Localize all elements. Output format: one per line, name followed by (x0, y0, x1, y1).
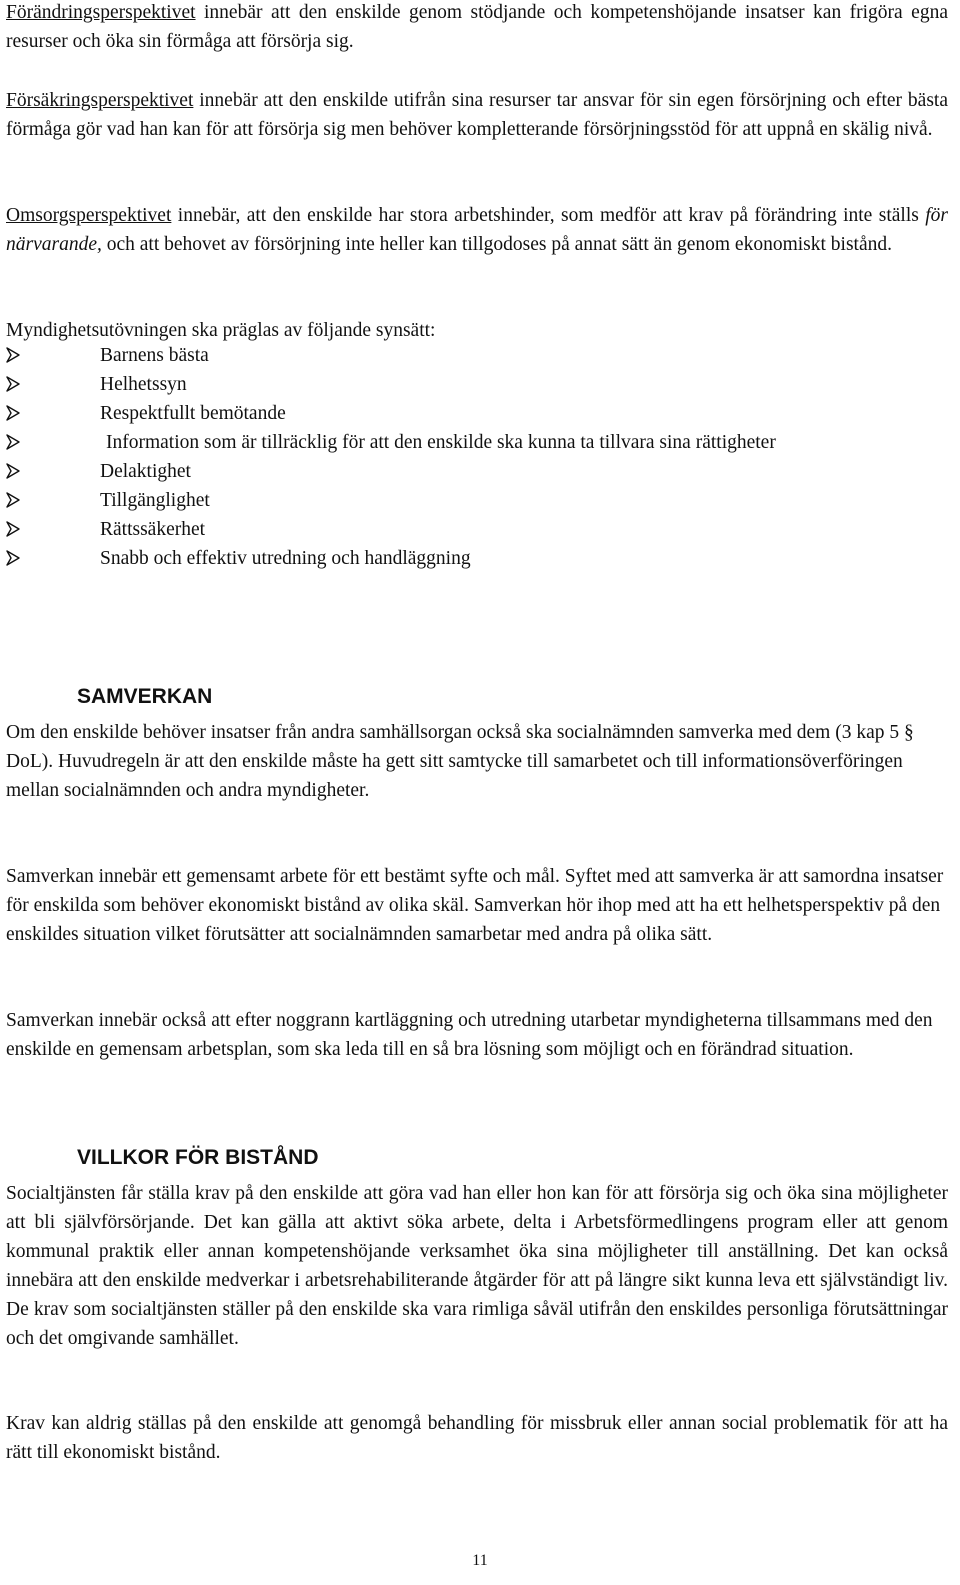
list-item-label: Helhetssyn (100, 374, 187, 395)
paragraph-text: innebär, att den enskilde har stora arbetshinder, som medför att krav på förändring inte ställs (171, 205, 926, 226)
principles-list (6, 341, 948, 573)
list-item (6, 486, 948, 515)
list-item (6, 341, 948, 370)
paragraph-forsakringsperspektivet (6, 86, 948, 144)
paragraph-text: och att behovet av försörjning inte heller kan tillgodoses på annat sätt än genom ekonomiskt bistånd. (101, 234, 892, 255)
paragraph-omsorgsperspektivet (6, 201, 948, 259)
list-item (6, 399, 948, 428)
section-heading-samverkan: SAMVERKAN (77, 685, 213, 708)
list-item-label: Snabb och effektiv utredning och handläggning (100, 548, 471, 569)
arrowhead-bullet-icon (6, 550, 20, 566)
term-forandringsperspektivet: Förändringsperspektivet (6, 2, 196, 23)
paragraph-samverkan-1: Om den enskilde behöver insatser från andra samhällsorgan också ska socialnämnden samverka med dem (3 kap 5 § DoL). Huvudregeln är att den enskilde måste ha gett sitt samtycke till samarbetet och till informationsöverföringen mellan socialnämnden och andra myndigheter. (6, 722, 914, 801)
principles-lead: Myndighetsutövningen ska präglas av följande synsätt: (6, 320, 436, 341)
arrowhead-bullet-icon (6, 492, 20, 508)
paragraph-text: innebär att den enskilde genom stödjande och kompetenshöjande insatser kan frigöra egna resurser och öka sin förmåga att försörja sig. (6, 2, 948, 52)
arrowhead-bullet-icon (6, 376, 20, 392)
term-omsorgsperspektivet: Omsorgsperspektivet (6, 205, 172, 226)
paragraph-text: innebär att den enskilde utifrån sina resurser tar ansvar för sin egen försörjning och efter bästa förmåga gör vad han kan för att försörja sig men behöver kompletterande försörjningsstöd för att uppnå en skälig nivå. (6, 90, 948, 140)
list-item (6, 515, 948, 544)
list-item-label: Rättssäkerhet (100, 519, 206, 540)
paragraph-villkor-1: Socialtjänsten får ställa krav på den enskilde att göra vad han eller hon kan för att försörja sig och öka sina möjligheter att bli självförsörjande. Det kan gälla att aktivt söka arbete, delta i Arbetsförmedlingens program eller att genom kommunal praktik eller annan kompetenshöjande verksamhet öka sina möjligheter till anställning. Det kan också innebära att den enskilde medverkar i arbetsrehabiliterande åtgärder för att på längre sikt kunna leva ett självständigt liv. De krav som socialtjänsten ställer på den enskilde ska vara rimliga såväl utifrån den enskildes personliga förutsättningar och det omgivande samhället. (6, 1183, 948, 1349)
list-item (6, 428, 948, 457)
italic-phrase: för närvarande, (6, 205, 948, 255)
list-item (6, 544, 948, 573)
arrowhead-bullet-icon (6, 521, 20, 537)
arrowhead-bullet-icon (6, 347, 20, 363)
list-item-label: Information som är tillräcklig för att den enskilde ska kunna ta tillvara sina rättigheter (106, 432, 776, 453)
arrowhead-bullet-icon (6, 463, 20, 479)
section-heading-villkor: VILLKOR FÖR BISTÅND (77, 1146, 319, 1169)
list-item (6, 370, 948, 399)
arrowhead-bullet-icon (6, 405, 20, 421)
arrowhead-bullet-icon (6, 434, 20, 450)
list-item (6, 457, 948, 486)
paragraph-samverkan-2: Samverkan innebär ett gemensamt arbete för ett bestämt syfte och mål. Syftet med att samverka är att samordna insatser för enskilda som behöver ekonomiskt bistånd av olika skäl. Samverkan hör ihop med att ha ett helhetsperspektiv på den enskildes situation vilket förutsätter att socialnämnden samarbetar med andra på olika sätt. (6, 866, 944, 945)
list-item-label: Delaktighet (100, 461, 191, 482)
list-item-label: Barnens bästa (100, 345, 209, 366)
list-item-label: Tillgänglighet (100, 490, 210, 511)
page-number: 11 (472, 1552, 488, 1569)
paragraph-samverkan-3: Samverkan innebär också att efter noggrann kartläggning och utredning utarbetar myndigheterna tillsammans med den enskilde en gemensam arbetsplan, som ska leda till en så bra lösning som möjligt och en förändrad situation. (6, 1010, 933, 1060)
paragraph-villkor-2: Krav kan aldrig ställas på den enskilde att genomgå behandling för missbruk eller annan social problematik för att ha rätt till ekonomiskt bistånd. (6, 1413, 948, 1463)
list-item-label: Respektfullt bemötande (100, 403, 286, 424)
paragraph-forandringsperspektivet (6, 0, 948, 56)
term-forsakringsperspektivet: Försäkringsperspektivet (6, 90, 194, 111)
